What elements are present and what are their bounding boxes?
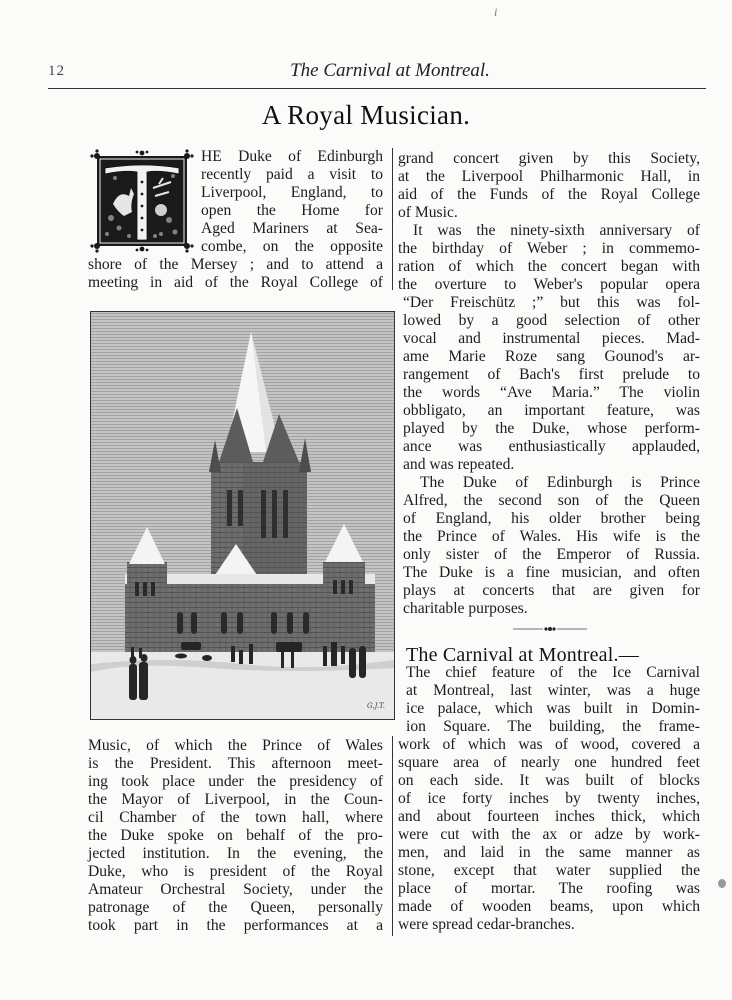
text-line: Liverpool, England, to	[201, 184, 383, 201]
text-line: HE Duke of Edinburgh	[201, 148, 383, 165]
text-line: Music, of which the Prince of Wales	[88, 737, 383, 754]
text-line: ance was enthusiastically applauded,	[403, 438, 700, 455]
text-line: combe, on the opposite	[201, 238, 383, 255]
text-line: Amateur Orchestral Society, under the	[88, 881, 383, 898]
text-line: were cut with the ax or adze by work-	[398, 826, 700, 843]
text-line: Duke, who is president of the Royal	[88, 863, 383, 880]
text-line: vocal and instrumental pieces. Mad-	[403, 330, 700, 347]
text-line: the overture to Weber's popular opera	[398, 276, 700, 293]
text-line: charitable purposes.	[403, 600, 528, 617]
text-line: recently paid a visit to	[201, 166, 383, 183]
text-line: rangement of Bach's first prelude to	[403, 366, 700, 383]
ornamental-divider-icon	[513, 625, 587, 633]
text-line: and was repeated.	[403, 456, 515, 473]
text-line: patronage of the Queen, personally	[88, 899, 383, 916]
text-line: stone, except that water supplied the	[398, 862, 700, 879]
text-line: on each side. It was built of blocks	[398, 772, 700, 789]
column-divider-top	[392, 148, 393, 290]
text-line: plays at concerts that are given for	[403, 582, 700, 599]
text-line: of England, his older brother being	[403, 510, 700, 527]
text-line: ing took place under the presidency of	[88, 773, 383, 790]
text-line: aid of the Funds of the Royal College	[398, 186, 700, 203]
stray-print-mark: i	[494, 5, 498, 19]
text-line: the words “Ave Maria.” The violin	[403, 384, 700, 401]
text-line: work of which was of wood, covered a	[398, 736, 700, 753]
text-line: jected institution. In the evening, the	[88, 845, 383, 862]
text-line: Aged Mariners at Sea-	[201, 220, 383, 237]
text-line: of Music.	[398, 204, 458, 221]
section-heading: The Carnival at Montreal.—	[406, 644, 639, 666]
text-line: is the President. This afternoon meet-	[88, 755, 383, 772]
text-line: The chief feature of the Ice Carnival	[406, 664, 700, 681]
text-line: shore of the Mersey ; and to attend a	[88, 256, 383, 273]
text-line: and about fourteen inches thick, which	[398, 808, 700, 825]
text-line: only sister of the Emperor of Russia.	[403, 546, 700, 563]
text-line: The Duke is a fine musician, and often	[403, 564, 700, 581]
article-title: A Royal Musician.	[261, 100, 471, 130]
text-line: place of mortar. The roofing was	[398, 880, 700, 897]
text-line: The Duke of Edinburgh is Prince	[420, 474, 700, 491]
svg-text:G.J.T.: G.J.T.	[367, 702, 385, 710]
text-line: obbligato, an important feature, was	[403, 402, 700, 419]
text-line: played by the Duke, whose perform-	[403, 420, 700, 437]
text-line: at the Liverpool Philharmonic Hall, in	[398, 168, 700, 185]
text-line: made of wooden beams, upon which	[398, 898, 700, 915]
text-line: the Prince of Wales. His wife is the	[403, 528, 700, 545]
text-line: men, and laid in the same manner as	[398, 844, 700, 861]
text-line: cil Chamber of the town hall, where	[88, 809, 383, 826]
text-line: of ice forty inches by twenty inches,	[398, 790, 700, 807]
illuminated-drop-cap-icon	[89, 148, 195, 254]
page-number: 12	[48, 63, 65, 79]
text-line: Alfred, the second son of the Queen	[403, 492, 700, 509]
column-divider-bottom	[392, 736, 393, 936]
text-line: lowed by a good selection of other	[403, 312, 700, 329]
running-head: The Carnival at Montreal.	[290, 60, 490, 81]
ice-palace-illustration	[90, 311, 395, 720]
text-line: ration of which the concert began with	[398, 258, 700, 275]
text-line: ice palace, which was built in Domin-	[406, 700, 700, 717]
text-line: It was the ninety-sixth anniversary of	[413, 222, 700, 239]
ink-smudge	[718, 879, 726, 888]
text-line: “Der Freischütz ;” but this was fol-	[403, 294, 700, 311]
text-line: grand concert given by this Society,	[398, 150, 700, 167]
text-line: square area of nearly one hundred feet	[398, 754, 700, 771]
text-line: meeting in aid of the Royal College of	[88, 274, 383, 291]
text-line: at Montreal, last winter, was a huge	[406, 682, 700, 699]
text-line: ion Square. The building, the frame-	[406, 718, 700, 735]
header-rule	[48, 88, 706, 89]
text-line: the birthday of Weber ; in commemo-	[398, 240, 700, 257]
text-line: open the Home for	[201, 202, 383, 219]
text-line: the Mayor of Liverpool, in the Coun-	[88, 791, 383, 808]
text-line: the Duke spoke on behalf of the pro-	[88, 827, 383, 844]
text-line: were spread cedar-branches.	[398, 916, 575, 933]
text-line: took part in the performances at a	[88, 917, 383, 934]
text-line: ame Marie Roze sang Gounod's ar-	[403, 348, 700, 365]
